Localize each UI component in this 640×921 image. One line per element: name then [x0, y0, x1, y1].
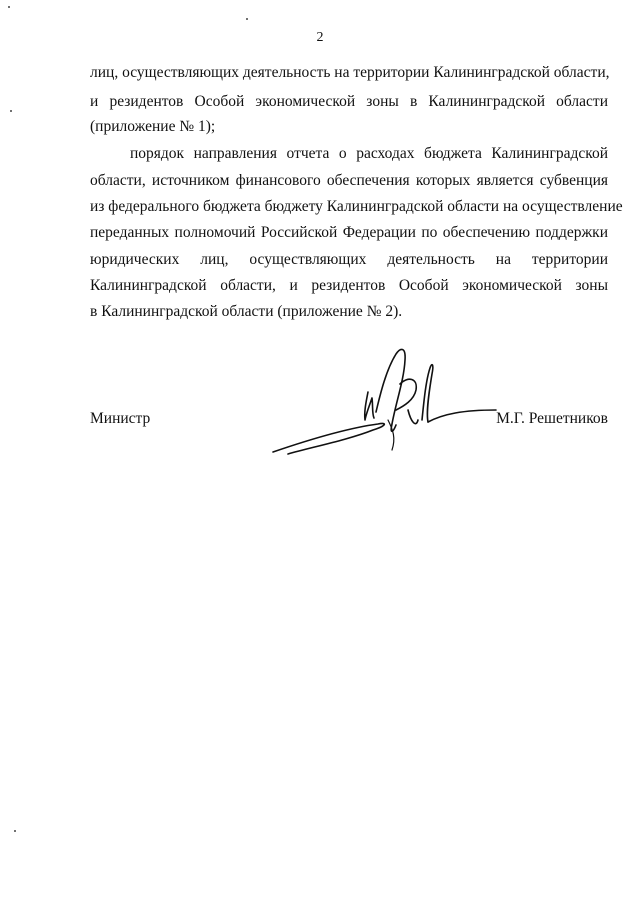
- body-line: из федерального бюджета бюджету Калининградской области на осуществление: [90, 198, 623, 215]
- paragraph-first-line: порядок направления отчета о расходах бюджета Калининградской: [130, 145, 608, 162]
- signatory-name: М.Г. Решетников: [496, 410, 608, 427]
- body-line: лиц, осуществляющих деятельность на территории Калининградской области,: [90, 64, 610, 81]
- body-line: Калининградской области, и резидентов Особой экономической зоны: [90, 277, 608, 294]
- page-number: 2: [316, 30, 324, 45]
- body-line: области, источником финансового обеспечения которых является субвенция: [90, 172, 608, 189]
- signatory-role: Министр: [90, 410, 151, 427]
- handwritten-signature: [268, 340, 498, 465]
- body-line: и резидентов Особой экономической зоны в Калининградской области: [90, 93, 608, 110]
- body-line: переданных полномочий Российской Федерации по обеспечению поддержки: [90, 224, 608, 241]
- scan-speck: [8, 6, 10, 8]
- body-line: (приложение № 1);: [90, 118, 216, 135]
- body-line: в Калининградской области (приложение № 2).: [90, 303, 403, 320]
- body-line: юридических лиц, осуществляющих деятельность на территории: [90, 251, 608, 268]
- scan-speck: [246, 18, 248, 20]
- scan-speck: [14, 830, 16, 832]
- scan-speck: [10, 110, 12, 112]
